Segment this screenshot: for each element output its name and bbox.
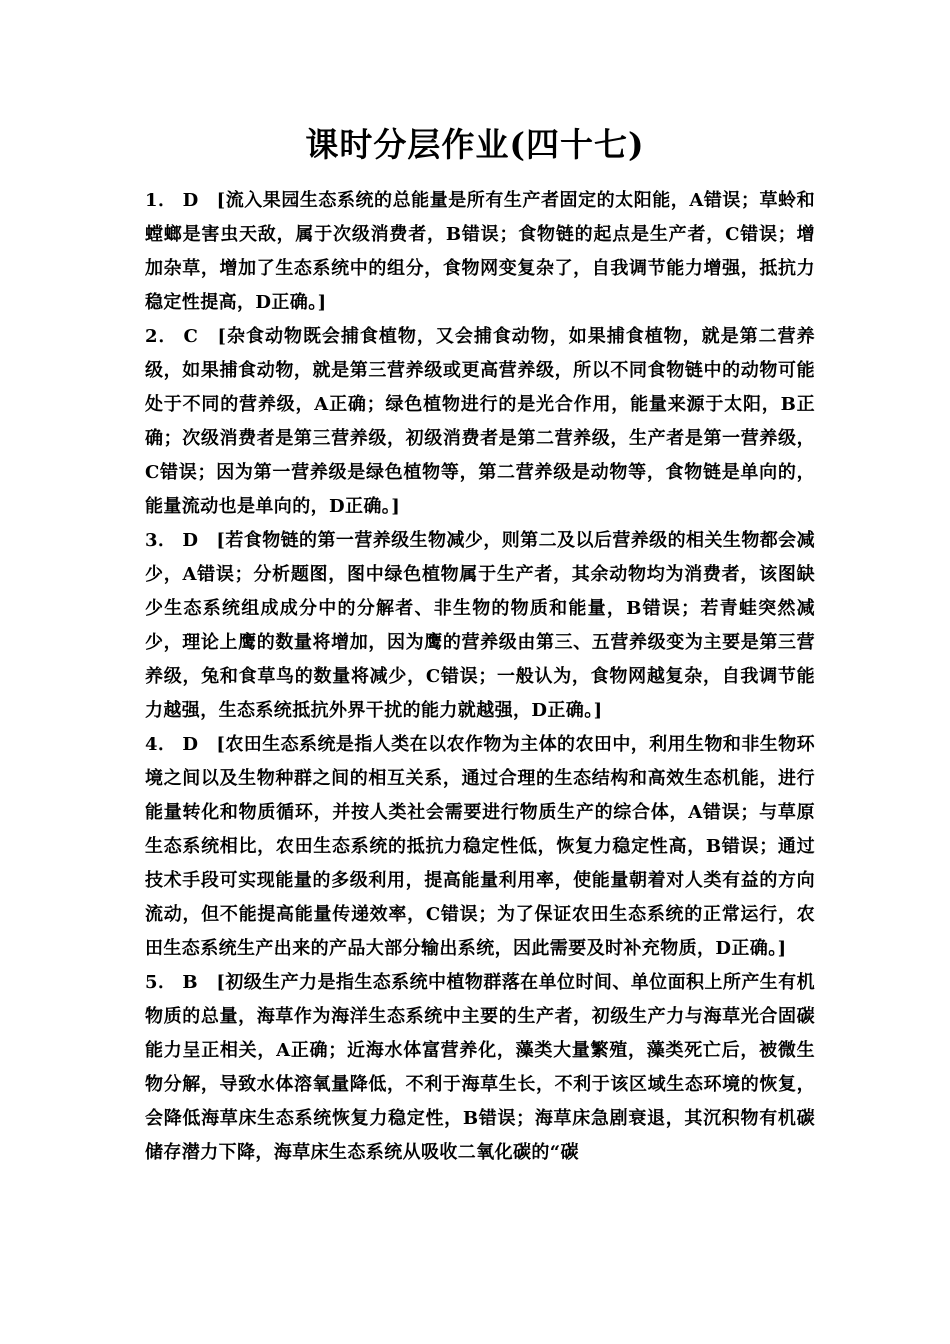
answer-list [145, 184, 815, 1170]
item-number: 2． [145, 326, 178, 347]
item-explanation: [流入果园生态系统的总能量是所有生产者固定的太阳能，A错误；草蛉和螳螂是害虫天敌，属于次级消费者，B错误；食物链的起点是生产者，C错误；增加杂草，增加了生态系统中的组分，食物网变复杂了，自我调节能力增强，抵抗力稳定性提高，D正确。] [145, 190, 815, 313]
item-answer: D [182, 734, 199, 755]
item-answer: C [183, 326, 199, 347]
answer-item-5 [145, 966, 815, 1170]
item-explanation: [初级生产力是指生态系统中植物群落在单位时间、单位面积上所产生有机物质的总量，海草作为海洋生态系统中主要的生产者，初级生产力与海草光合固碳能力呈正相关，A正确；近海水体富营养化，藻类大量繁殖，藻类死亡后，被微生物分解，导致水体溶氧量降低，不利于海草生长，不利于该区域生态环境的恢复，会降低海草床生态系统恢复力稳定性，B错误；海草床急剧衰退，其沉积物有机碳储存潜力下降，海草床生态系统从吸收二氧化碳的“碳 [145, 972, 816, 1163]
item-number: 5． [145, 972, 177, 993]
item-answer: D [182, 530, 199, 551]
item-explanation: [杂食动物既会捕食植物，又会捕食动物，如果捕食植物，就是第二营养级，如果捕食动物，就是第三营养级或更高营养级，所以不同食物链中的动物可能处于不同的营养级，A正确；绿色植物进行的是光合作用，能量来源于太阳，B正确；次级消费者是第三营养级，初级消费者是第二营养级，生产者是第一营养级，C错误；因为第一营养级是绿色植物等，第二营养级是动物等，食物链是单向的，能量流动也是单向的，D正确。] [145, 326, 815, 517]
item-explanation: [若食物链的第一营养级生物减少，则第二及以后营养级的相关生物都会减少，A错误；分析题图，图中绿色植物属于生产者，其余动物均为消费者，该图缺少生态系统组成成分中的分解者、非生物的物质和能量，B错误；若青蛙突然减少，理论上鹰的数量将增加，因为鹰的营养级由第三、五营养级变为主要是第三营养级，兔和食草鸟的数量将减少，C错误；一般认为，食物网越复杂，自我调节能力越强，生态系统抵抗外界干扰的能力就越强，D正确。] [145, 530, 816, 721]
item-answer: B [182, 972, 199, 993]
item-answer: D [182, 190, 199, 211]
item-explanation: [农田生态系统是指人类在以农作物为主体的农田中，利用生物和非生物环境之间以及生物种群之间的相互关系，通过合理的生态结构和高效生态机能，进行能量转化和物质循环，并按人类社会需要进行物质生产的综合体，A错误；与草原生态系统相比，农田生态系统的抵抗力稳定性低，恢复力稳定性高，B错误；通过技术手段可实现能量的多级利用，提高能量利用率，使能量朝着对人类有益的方向流动，但不能提高能量传递效率，C错误；为了保证农田生态系统的正常运行，农田生态系统生产出来的产品大部分输出系统，因此需要及时补充物质，D正确。] [145, 734, 816, 959]
answer-item-3 [145, 524, 815, 728]
answer-item-2 [145, 320, 815, 524]
item-number: 4． [145, 734, 177, 755]
item-number: 1． [145, 190, 177, 211]
page-title: 课时分层作业(四十七) [305, 125, 645, 164]
item-number: 3． [145, 530, 177, 551]
answer-item-1 [145, 184, 815, 320]
answer-item-4 [145, 728, 815, 966]
